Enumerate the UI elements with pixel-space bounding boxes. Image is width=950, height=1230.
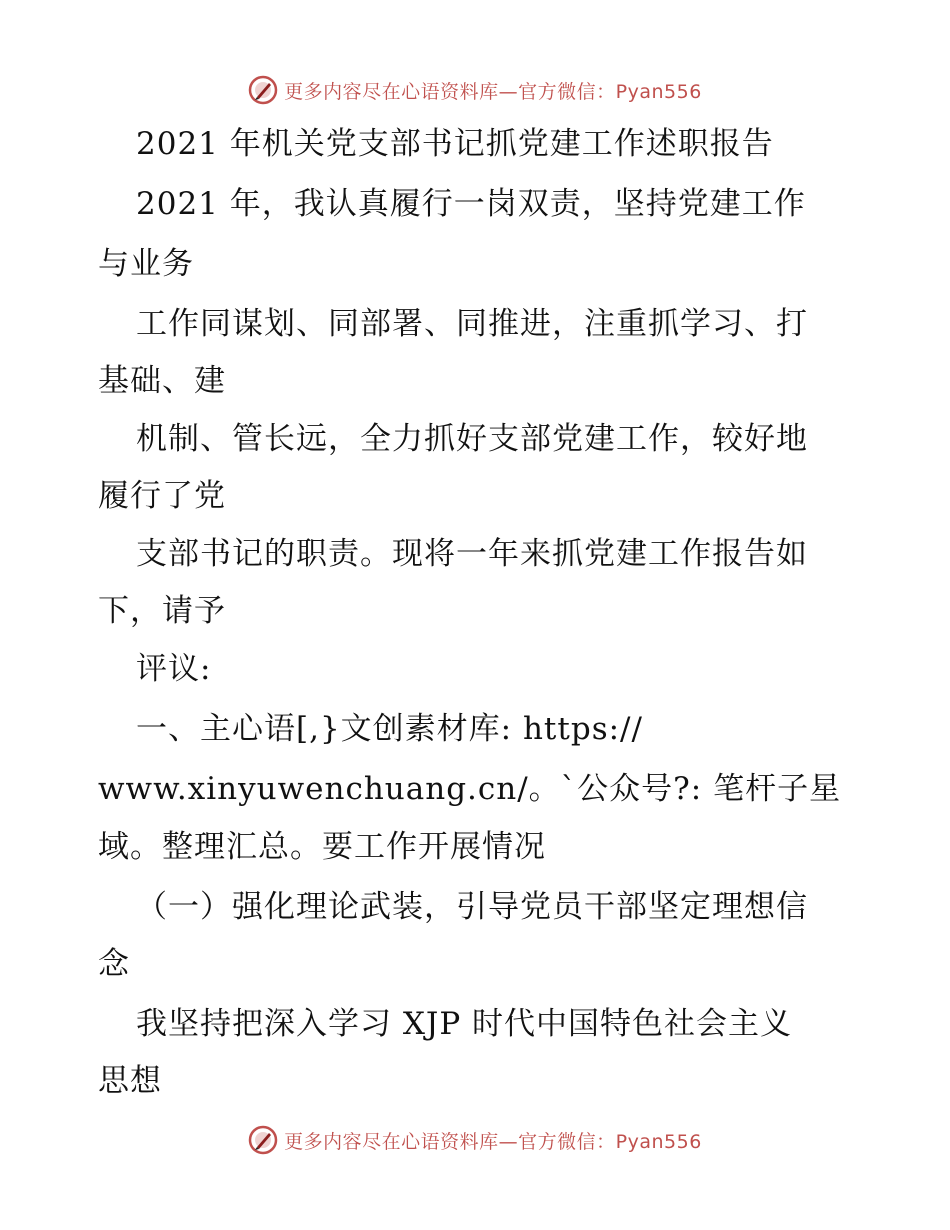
doc-line: 一、主心语[,}文创素材库: https:// [136,711,643,747]
doc-line: 评议: [136,651,212,687]
header-watermark-banner [0,70,950,110]
doc-line: 机制、管长远，全力抓好支部党建工作，较好地 [136,421,808,457]
banner-text: 更多内容尽在心语资料库—官方微信：Pyan556 [284,80,702,103]
doc-line: （一）强化理论武装，引导党员干部坚定理想信 [136,889,808,925]
footer-watermark-banner [0,1120,950,1160]
doc-title-line: 2021 年机关党支部书记抓党建工作述职报告 [136,126,774,162]
doc-line: 工作同谋划、同部署、同推进，注重抓学习、打 [136,306,808,342]
doc-line: 履行了党 [98,478,226,514]
doc-line: 基础、建 [98,363,226,399]
banner-text: 更多内容尽在心语资料库—官方微信：Pyan556 [284,1130,702,1153]
doc-line: 下，请予 [98,593,226,629]
doc-line: 域。整理汇总。要工作开展情况 [98,829,546,865]
doc-line: 思想 [98,1063,162,1099]
doc-line: 2021 年，我认真履行一岗双责，坚持党建工作 [136,186,806,222]
pen-seal-logo-icon [248,75,278,105]
pen-seal-logo-icon [248,1125,278,1155]
doc-line: 与业务 [98,246,194,282]
doc-line: www.xinyuwenchuang.cn/。`公众号?: 笔杆子星 [98,771,842,807]
doc-line: 支部书记的职责。现将一年来抓党建工作报告如 [136,536,808,572]
doc-line: 我坚持把深入学习 XJP 时代中国特色社会主义 [136,1006,793,1042]
doc-line: 念 [98,946,130,982]
